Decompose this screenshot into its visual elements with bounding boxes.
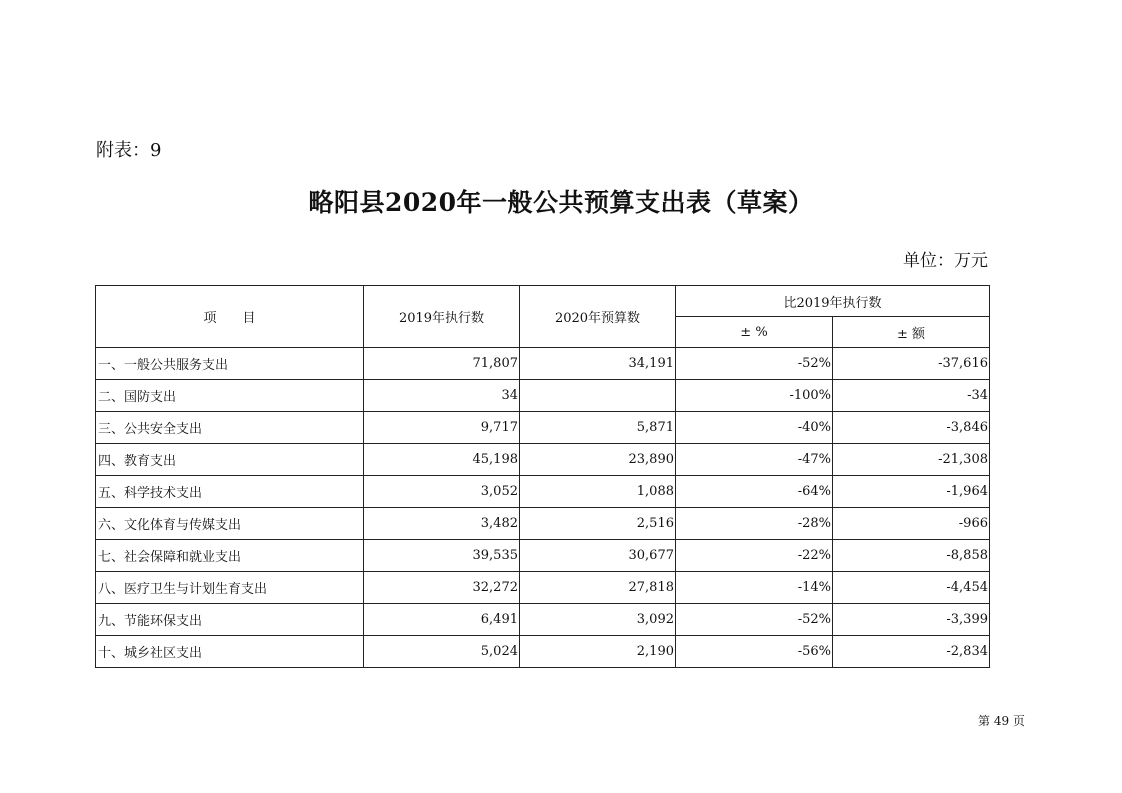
table-row xyxy=(96,572,990,604)
budget-expenditure-table xyxy=(95,285,990,668)
row-change-pct: -100% xyxy=(676,380,833,412)
row-budget-2020 xyxy=(520,380,676,412)
row-budget-2020: 34,191 xyxy=(520,348,676,380)
table-row xyxy=(96,444,990,476)
row-change-amount: -21,308 xyxy=(833,444,990,476)
row-change-pct: -52% xyxy=(676,348,833,380)
table-row xyxy=(96,476,990,508)
row-item-name: 四、教育支出 xyxy=(96,444,364,476)
row-change-amount: -3,399 xyxy=(833,604,990,636)
row-change-amount: -1,964 xyxy=(833,476,990,508)
row-budget-2020: 27,818 xyxy=(520,572,676,604)
header-budget-2020: 2020年预算数 xyxy=(520,286,676,348)
row-change-amount: -966 xyxy=(833,508,990,540)
row-change-pct: -52% xyxy=(676,604,833,636)
table-row xyxy=(96,380,990,412)
row-exec-2019: 6,491 xyxy=(364,604,520,636)
row-item-name: 十、城乡社区支出 xyxy=(96,636,364,668)
row-budget-2020: 2,190 xyxy=(520,636,676,668)
row-change-pct: -56% xyxy=(676,636,833,668)
header-compare-group: 比2019年执行数 xyxy=(676,286,990,317)
row-exec-2019: 3,482 xyxy=(364,508,520,540)
header-pct: ± % xyxy=(676,317,833,348)
row-exec-2019: 39,535 xyxy=(364,540,520,572)
row-budget-2020: 3,092 xyxy=(520,604,676,636)
row-item-name: 二、国防支出 xyxy=(96,380,364,412)
row-change-pct: -22% xyxy=(676,540,833,572)
row-change-pct: -47% xyxy=(676,444,833,476)
row-exec-2019: 5,024 xyxy=(364,636,520,668)
header-row-1 xyxy=(96,286,990,317)
row-item-name: 七、社会保障和就业支出 xyxy=(96,540,364,572)
row-item-name: 六、文化体育与传媒支出 xyxy=(96,508,364,540)
table-body xyxy=(96,348,990,668)
row-change-amount: -2,834 xyxy=(833,636,990,668)
row-item-name: 三、公共安全支出 xyxy=(96,412,364,444)
row-change-pct: -64% xyxy=(676,476,833,508)
header-exec-2019: 2019年执行数 xyxy=(364,286,520,348)
row-budget-2020: 1,088 xyxy=(520,476,676,508)
unit-label: 单位：万元 xyxy=(903,251,988,271)
page-title: 略阳县2020年一般公共预算支出表（草案） xyxy=(308,188,814,217)
row-change-pct: -40% xyxy=(676,412,833,444)
row-change-amount: -34 xyxy=(833,380,990,412)
table-header xyxy=(96,286,990,348)
row-exec-2019: 32,272 xyxy=(364,572,520,604)
header-amount: ± 额 xyxy=(833,317,990,348)
row-budget-2020: 5,871 xyxy=(520,412,676,444)
row-budget-2020: 30,677 xyxy=(520,540,676,572)
row-budget-2020: 2,516 xyxy=(520,508,676,540)
table-row xyxy=(96,636,990,668)
attachment-label: 附表：9 xyxy=(96,140,162,161)
page-number: 第 49 页 xyxy=(978,714,1025,728)
row-change-amount: -4,454 xyxy=(833,572,990,604)
row-change-pct: -14% xyxy=(676,572,833,604)
row-exec-2019: 9,717 xyxy=(364,412,520,444)
row-item-name: 九、节能环保支出 xyxy=(96,604,364,636)
row-item-name: 八、医疗卫生与计划生育支出 xyxy=(96,572,364,604)
row-exec-2019: 34 xyxy=(364,380,520,412)
table-row xyxy=(96,412,990,444)
row-item-name: 五、科学技术支出 xyxy=(96,476,364,508)
row-change-amount: -8,858 xyxy=(833,540,990,572)
header-item: 项 目 xyxy=(96,286,364,348)
row-change-amount: -3,846 xyxy=(833,412,990,444)
row-change-pct: -28% xyxy=(676,508,833,540)
row-exec-2019: 3,052 xyxy=(364,476,520,508)
table-row xyxy=(96,604,990,636)
table-row xyxy=(96,348,990,380)
table-row xyxy=(96,540,990,572)
row-budget-2020: 23,890 xyxy=(520,444,676,476)
row-exec-2019: 45,198 xyxy=(364,444,520,476)
row-item-name: 一、一般公共服务支出 xyxy=(96,348,364,380)
row-change-amount: -37,616 xyxy=(833,348,990,380)
row-exec-2019: 71,807 xyxy=(364,348,520,380)
table-row xyxy=(96,508,990,540)
